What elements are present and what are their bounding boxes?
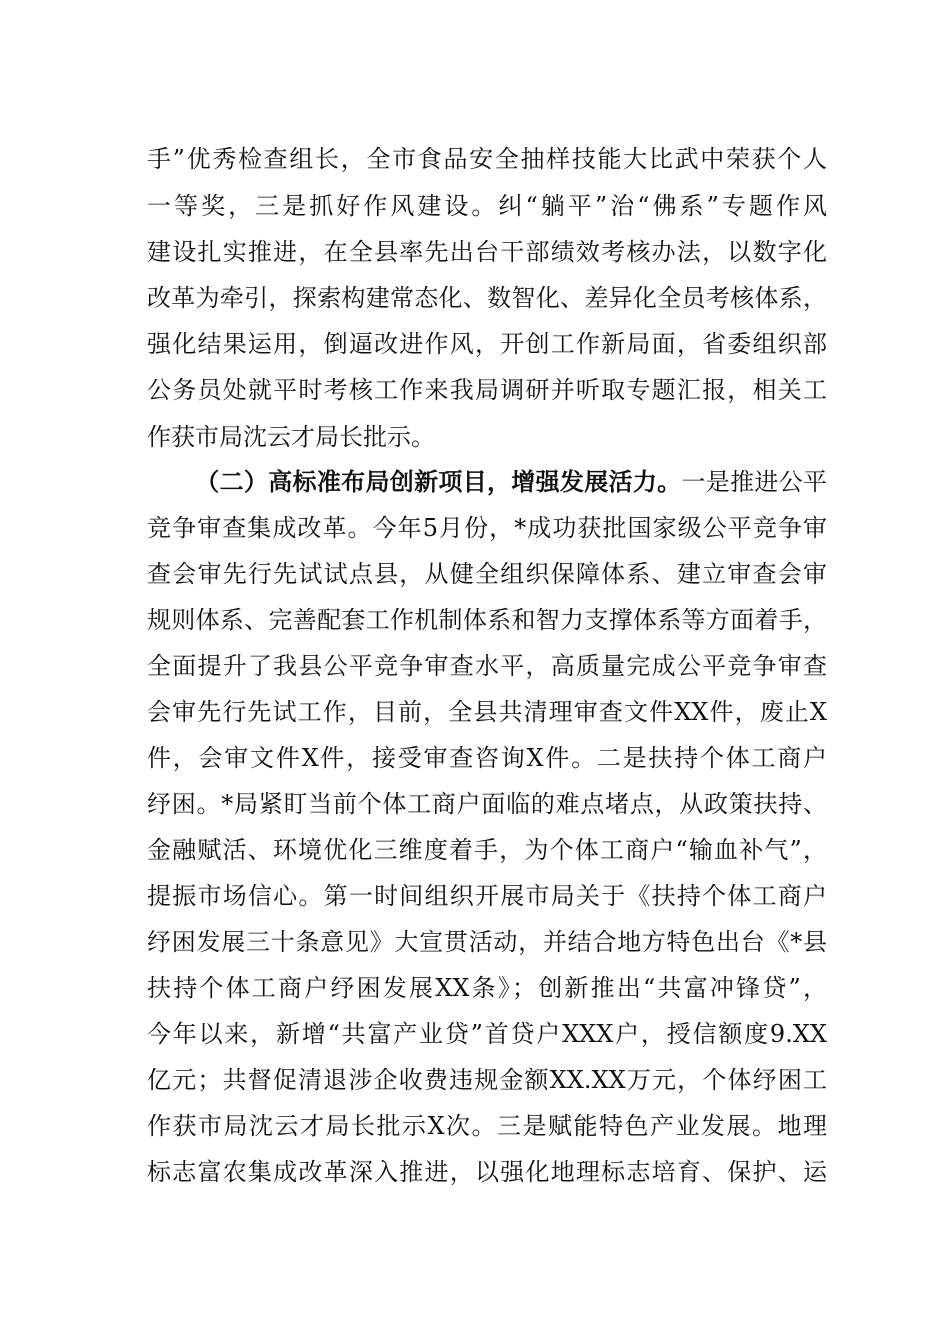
- section-heading: （二）高标准布局创新项目，增强发展活力。: [195, 467, 682, 496]
- paragraph-line: 扶持个体工商户纾困发展XX条》；创新推出“共富冲锋贷”，: [147, 974, 827, 1002]
- paragraph-line: 纾困发展三十条意见》大宣贯活动，并结合地方特色出台《*县: [147, 928, 827, 956]
- paragraph-line: 全面提升了我县公平竞争审查水平，高质量完成公平竞争审查: [147, 652, 827, 680]
- paragraph-line: 竞争审查集成改革。今年5月份，*成功获批国家级公平竞争审: [147, 514, 827, 542]
- paragraph-line: 一等奖，三是抓好作风建设。纠“躺平”治“佛系”专题作风: [147, 192, 827, 220]
- paragraph-line: 件，会审文件X件，接受审查咨询X件。二是扶持个体工商户: [147, 744, 827, 772]
- paragraph-line: 改革为牵引，探索构建常态化、数智化、差异化全员考核体系，: [147, 284, 827, 312]
- section-heading-line: [147, 462, 827, 502]
- paragraph-line: 手”优秀检查组长，全市食品安全抽样技能大比武中荣获个人: [147, 145, 827, 173]
- section-first-line-text: 一是推进公平: [681, 468, 827, 496]
- paragraph-line: 今年以来，新增“共富产业贷”首贷户XXX户，授信额度9.XX: [147, 1020, 827, 1048]
- paragraph-line: 会审先行先试工作，目前，全县共清理审查文件XX件，废止X: [147, 698, 827, 726]
- paragraph-line: 金融赋活、环境优化三维度着手，为个体工商户“输血补气”，: [147, 836, 827, 864]
- paragraph-line: 规则体系、完善配套工作机制体系和智力支撑体系等方面着手，: [147, 606, 827, 634]
- paragraph-line: 纾困。*局紧盯当前个体工商户面临的难点堵点，从政策扶持、: [147, 790, 827, 818]
- paragraph-line: 建设扎实推进，在全县率先出台干部绩效考核办法，以数字化: [147, 238, 827, 266]
- paragraph-line: 作获市局沈云才局长批示X次。三是赋能特色产业发展。地理: [147, 1112, 827, 1140]
- paragraph-line: 作获市局沈云才局长批示。: [147, 423, 435, 451]
- paragraph-line: 亿元；共督促清退涉企收费违规金额XX.XX万元，个体纾困工: [147, 1066, 827, 1094]
- paragraph-line: 提振市场信心。第一时间组织开展市局关于《扶持个体工商户: [147, 882, 827, 910]
- paragraph-line: 强化结果运用，倒逼改进作风，开创工作新局面，省委组织部: [147, 330, 827, 358]
- paragraph-line: 标志富农集成改革深入推进，以强化地理标志培育、保护、运: [147, 1158, 827, 1186]
- paragraph-line: 公务员处就平时考核工作来我局调研并听取专题汇报，相关工: [147, 376, 827, 404]
- paragraph-line: 查会审先行先试试点县，从健全组织保障体系、建立审查会审: [147, 560, 827, 588]
